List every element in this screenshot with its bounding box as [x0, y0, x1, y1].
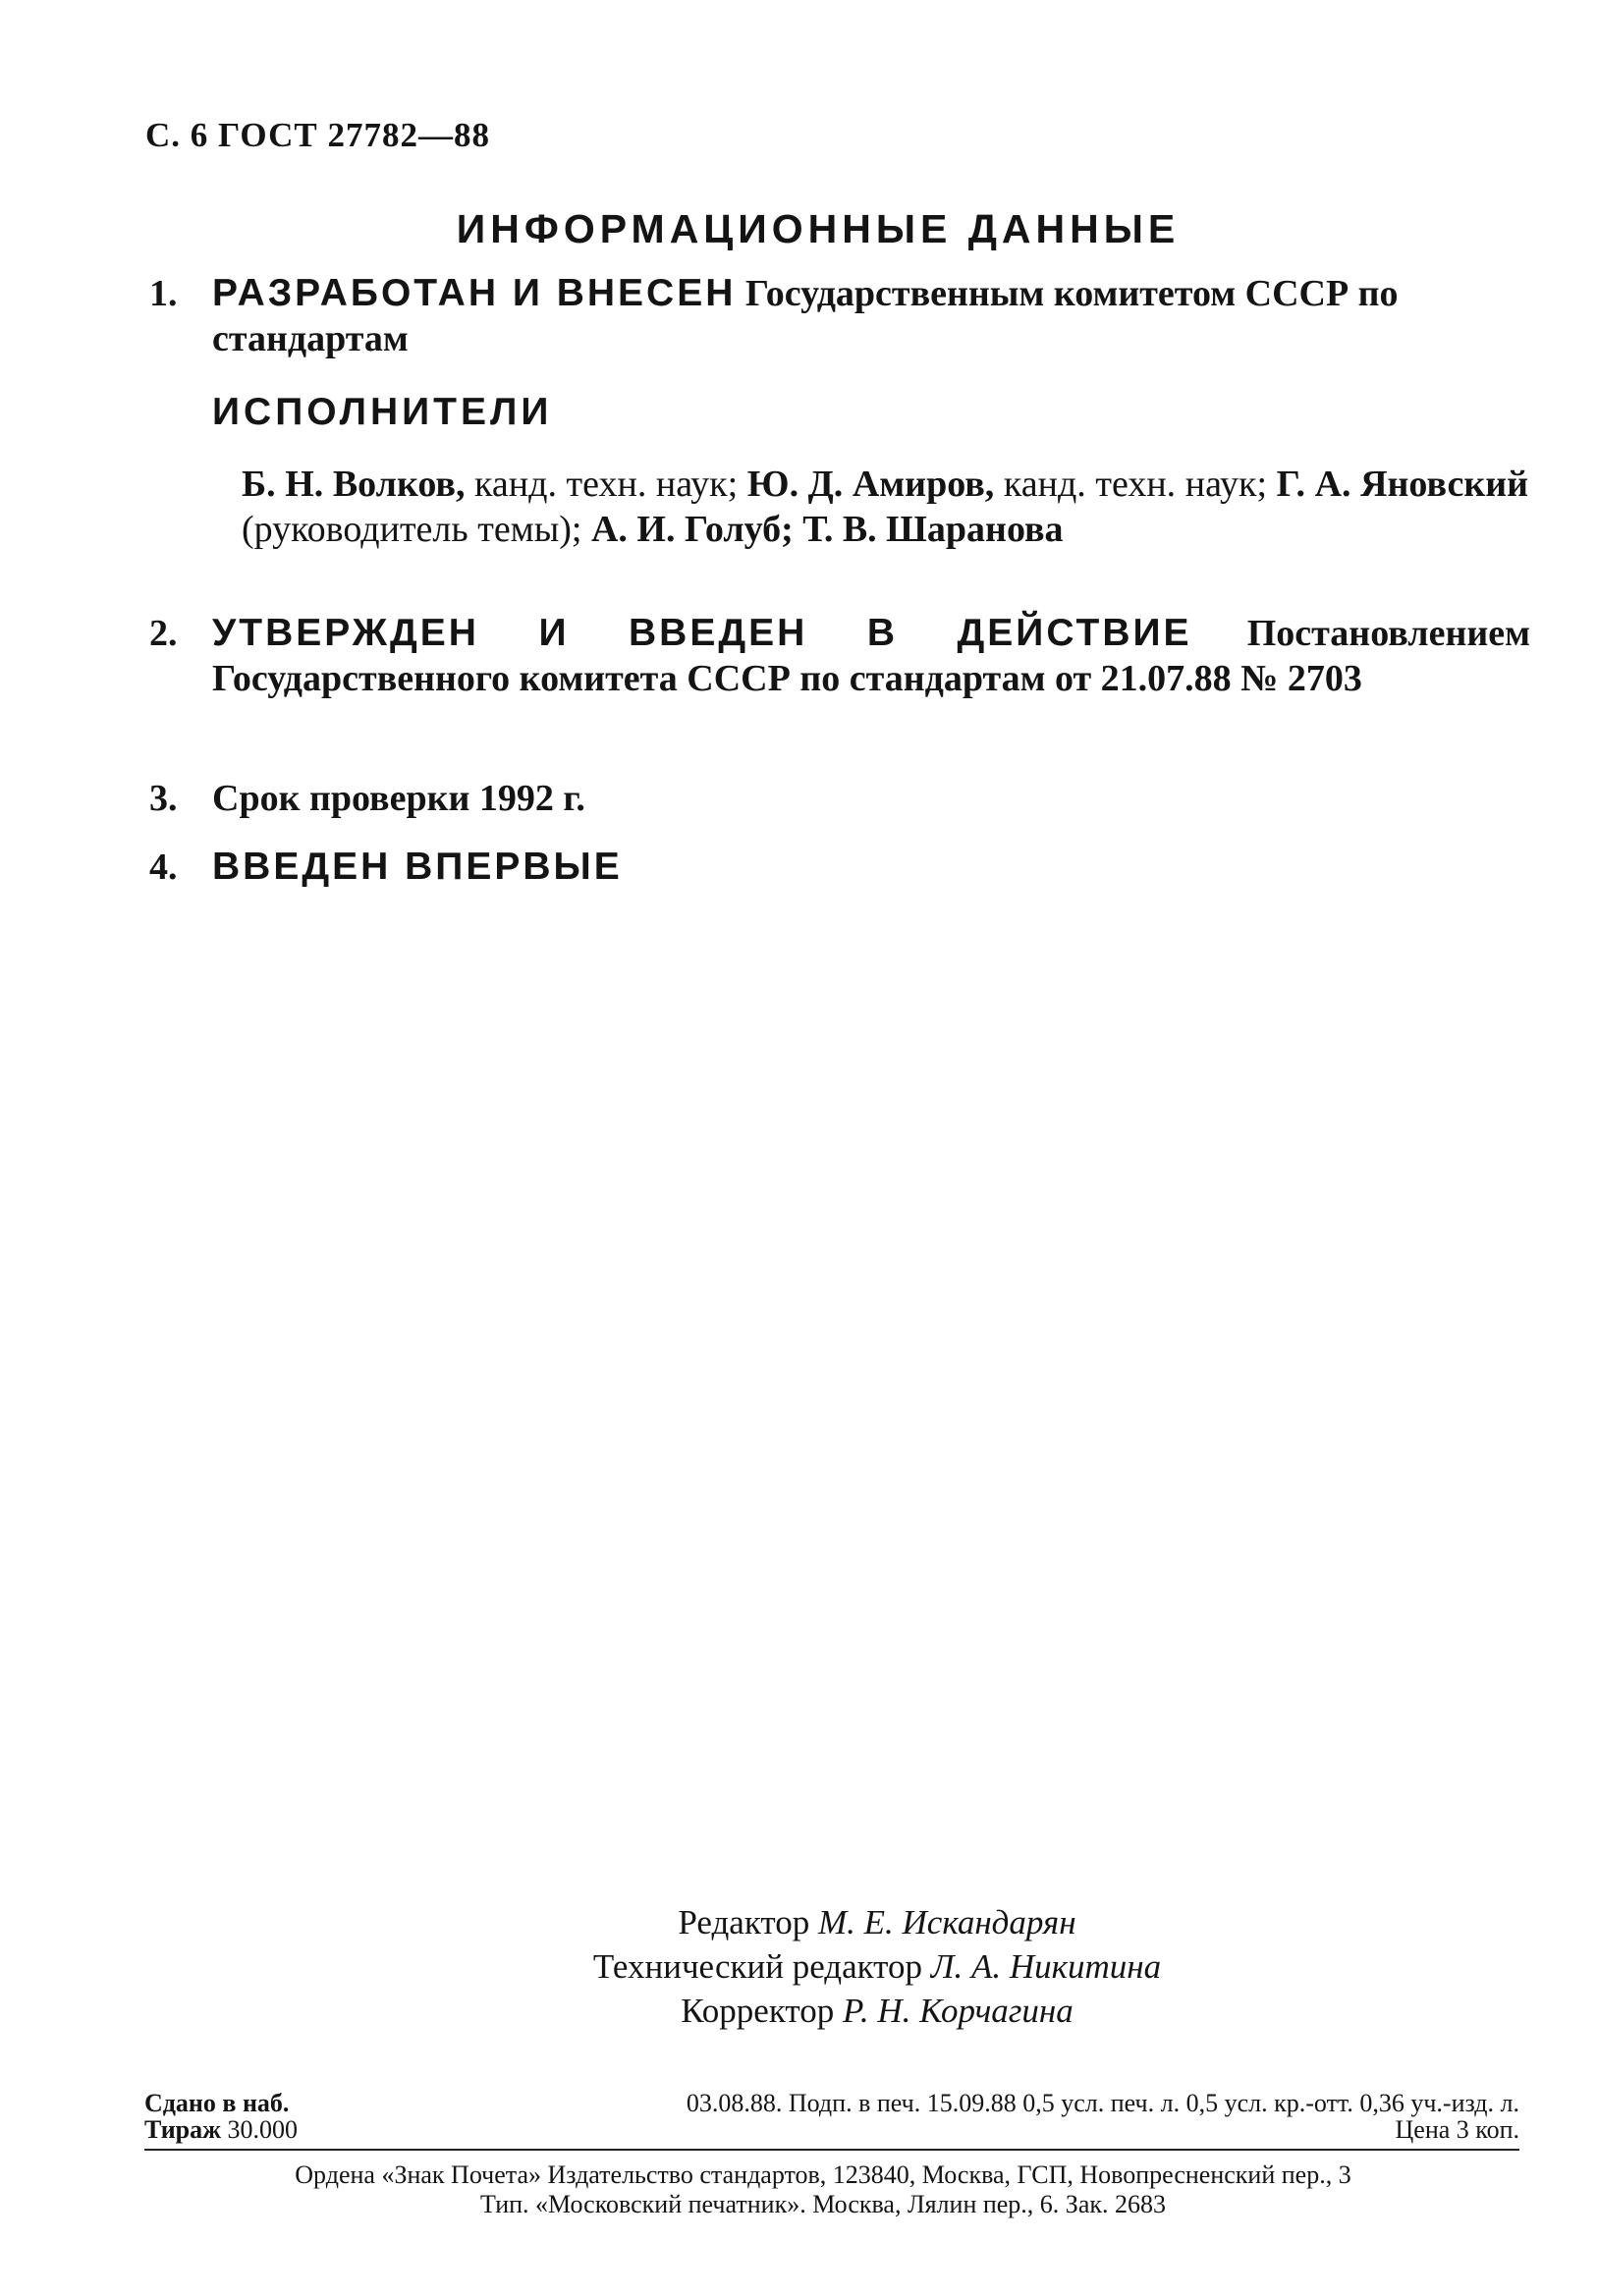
item-caps-label: УТВЕРЖДЕН И ВВЕДЕН В ДЕЙСТВИЕ: [212, 612, 1192, 654]
item-caps-label: ВВЕДЕН ВПЕРВЫЕ: [212, 846, 623, 888]
print-run-value: 30.000: [227, 2115, 298, 2144]
staff-line-tech-editor: [157, 1944, 1597, 1989]
performer-role: (руководитель темы);: [242, 509, 582, 550]
staff-name: Р. Н. Корчагина: [842, 1992, 1074, 2030]
performer-name: Т. В. Шаранова: [802, 509, 1064, 550]
performer-name: Б. Н. Волков,: [242, 464, 466, 505]
page-header: С. 6 ГОСТ 27782—88: [145, 116, 490, 154]
printer-line-1: Ордена «Знак Почета» Издательство стандартов, 123840, Москва, ГСП, Новопресненский пер., 3: [295, 2160, 1351, 2189]
staff-line-proofreader: [157, 1989, 1597, 2033]
staff-name: Л. А. Никитина: [930, 1947, 1162, 1986]
info-item-2: [149, 611, 1530, 701]
section-title: ИНФОРМАЦИОННЫЕ ДАННЫЕ: [456, 206, 1181, 251]
performer-name: А. И. Голуб;: [590, 509, 794, 550]
divider: [144, 2149, 1519, 2151]
imprint-label: Сдано в наб.: [144, 2089, 290, 2117]
staff-line-editor: [157, 1900, 1597, 1944]
info-item-1: [149, 271, 1530, 361]
staff-role: Корректор: [681, 1992, 835, 2030]
performers-heading: ИСПОЛНИТЕЛИ: [212, 391, 553, 433]
item-text: Государственным комитетом СССР по стандартам: [212, 273, 1399, 359]
performers-list: [242, 462, 1528, 552]
staff-role: Технический редактор: [592, 1947, 922, 1986]
item-number: 1.: [149, 273, 178, 314]
printer-line-2: Тип. «Московский печатник». Москва, Лялин пер., 6. Зак. 2683: [479, 2190, 1167, 2218]
staff-role: Редактор: [678, 1903, 810, 1941]
price: Цена 3 коп.: [1395, 2115, 1519, 2144]
performer-role: канд. техн. наук;: [1003, 464, 1268, 505]
performer-name: Г. А. Яновский: [1276, 464, 1529, 505]
staff-name: М. Е. Искандарян: [817, 1903, 1076, 1941]
item-number: 4.: [149, 847, 178, 888]
info-item-4: [149, 845, 1530, 890]
item-text: Постановлением Государственного комитета СССР по стандартам от 21.07.88 № 2703: [212, 613, 1530, 699]
editorial-staff: [0, 1900, 1597, 2033]
item-caps-label: РАЗРАБОТАН И ВНЕСЕН: [212, 272, 737, 314]
print-run-label: Тираж: [144, 2115, 221, 2144]
imprint-line-2: [144, 2116, 1519, 2143]
imprint-line-1: [144, 2090, 1519, 2116]
imprint-details: 03.08.88. Подп. в печ. 15.09.88 0,5 усл. печ. л. 0,5 усл. кр.-отт. 0,36 уч.-изд. л.: [686, 2089, 1519, 2117]
item-number: 2.: [149, 613, 178, 654]
info-item-3: [149, 776, 1530, 821]
performer-role: канд. техн. наук;: [474, 464, 739, 505]
item-number: 3.: [149, 778, 178, 819]
performer-name: Ю. Д. Амиров,: [746, 464, 995, 505]
imprint: [144, 2090, 1519, 2143]
item-text: Срок проверки 1992 г.: [212, 778, 585, 819]
printer-info: [0, 2160, 1597, 2219]
